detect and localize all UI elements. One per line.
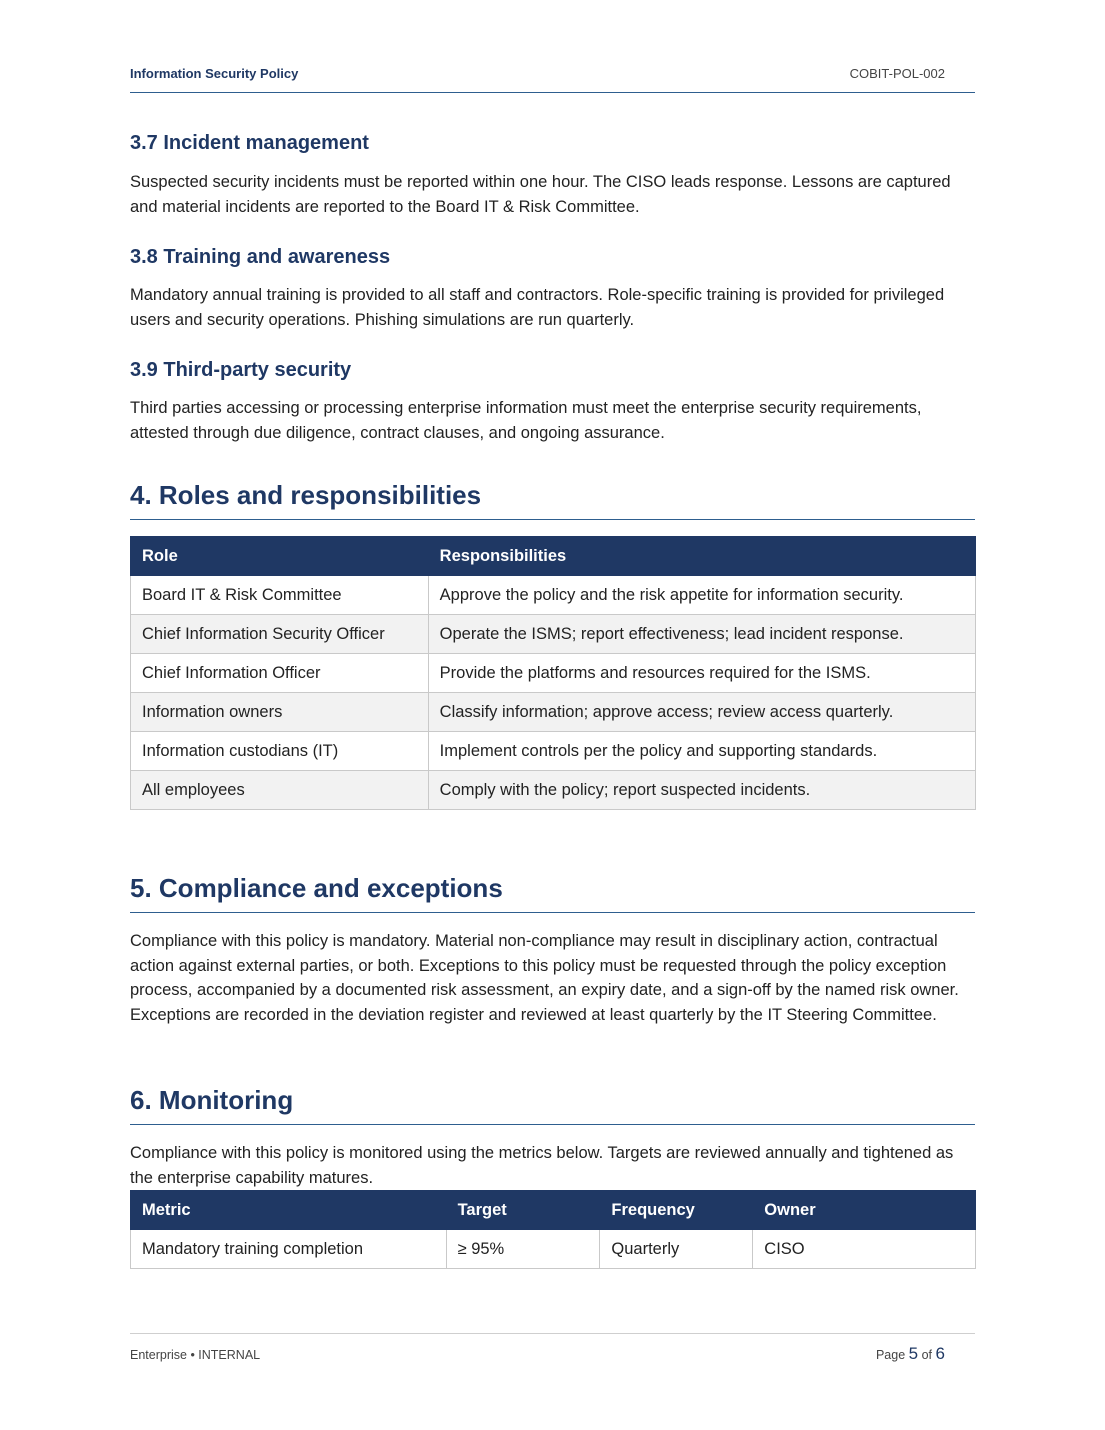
table-row [131, 576, 976, 615]
role-cell: Information custodians (IT) [131, 732, 429, 771]
table-header-row [131, 537, 976, 576]
role-cell: Board IT & Risk Committee [131, 576, 429, 615]
table-row [131, 693, 976, 732]
table-row [131, 1230, 976, 1269]
role-cell: Chief Information Officer [131, 654, 429, 693]
column-header-frequency: Frequency [600, 1191, 753, 1230]
section-6-body: Compliance with this policy is monitored using the metrics below. Targets are reviewed annually and tightened as the enterprise capability matures. [130, 1144, 954, 1187]
page-header [130, 66, 975, 93]
owner-cell: CISO [753, 1230, 976, 1269]
section-3-7-body: Suspected security incidents must be reported within one hour. The CISO leads response. Lessons are captured and material incidents are reported to the Board IT & Risk Committee. [130, 173, 951, 216]
table-row [131, 732, 976, 771]
section-5-heading: 5. Compliance and exceptions [130, 873, 975, 913]
section-3-8-heading: 3.8 Training and awareness [130, 246, 391, 268]
table-row [131, 771, 976, 810]
classification-label: Enterprise • INTERNAL [130, 1348, 261, 1362]
column-header-role: Role [131, 537, 429, 576]
document-id: COBIT-POL-002 [849, 66, 945, 81]
role-cell: Chief Information Security Officer [131, 615, 429, 654]
responsibility-cell: Operate the ISMS; report effectiveness; lead incident response. [428, 615, 975, 654]
responsibility-cell: Comply with the policy; report suspected incidents. [428, 771, 975, 810]
page-number [876, 1344, 945, 1364]
role-cell: All employees [131, 771, 429, 810]
section-3-9-body: Third parties accessing or processing enterprise information must meet the enterprise security requirements, attested through due diligence, contract clauses, and ongoing assurance. [130, 399, 922, 442]
responsibility-cell: Provide the platforms and resources required for the ISMS. [428, 654, 975, 693]
responsibility-cell: Classify information; approve access; review access quarterly. [428, 693, 975, 732]
frequency-cell: Quarterly [600, 1230, 753, 1269]
total-pages: 6 [935, 1344, 945, 1363]
page-footer [130, 1333, 975, 1363]
table-row [131, 615, 976, 654]
section-3-7-heading: 3.7 Incident management [130, 132, 369, 154]
metrics-table [130, 1190, 976, 1269]
column-header-owner: Owner [753, 1191, 976, 1230]
section-6-heading: 6. Monitoring [130, 1085, 975, 1125]
table-header-row [131, 1191, 976, 1230]
metric-cell: Mandatory training completion [131, 1230, 447, 1269]
roles-table [130, 536, 976, 810]
section-5-body: Compliance with this policy is mandatory. Material non-compliance may result in disciplinary action, contractual action against external parties, or both. Exceptions to this policy must be requested through the policy exception process, accompanied by a documented risk assessment, an expiry date, and a sign-off by the named risk owner. Exceptions are recorded in the deviation register and reviewed at least quarterly by the IT Steering Committee. [130, 932, 959, 1024]
table-row [131, 654, 976, 693]
page-label: Page [875, 1348, 906, 1362]
column-header-target: Target [446, 1191, 600, 1230]
section-3-9-heading: 3.9 Third-party security [130, 359, 352, 381]
document-title: Information Security Policy [130, 66, 299, 81]
of-label: of [921, 1348, 933, 1362]
role-cell: Information owners [131, 693, 429, 732]
target-cell: ≥ 95% [446, 1230, 600, 1269]
column-header-responsibilities: Responsibilities [428, 537, 975, 576]
section-3-8-body: Mandatory annual training is provided to all staff and contractors. Role-specific training is provided for privileged users and security operations. Phishing simulations are run quarterly. [130, 286, 945, 329]
column-header-metric: Metric [131, 1191, 447, 1230]
section-4-heading: 4. Roles and responsibilities [130, 480, 975, 520]
responsibility-cell: Implement controls per the policy and supporting standards. [428, 732, 975, 771]
current-page: 5 [908, 1344, 919, 1363]
responsibility-cell: Approve the policy and the risk appetite for information security. [428, 576, 975, 615]
